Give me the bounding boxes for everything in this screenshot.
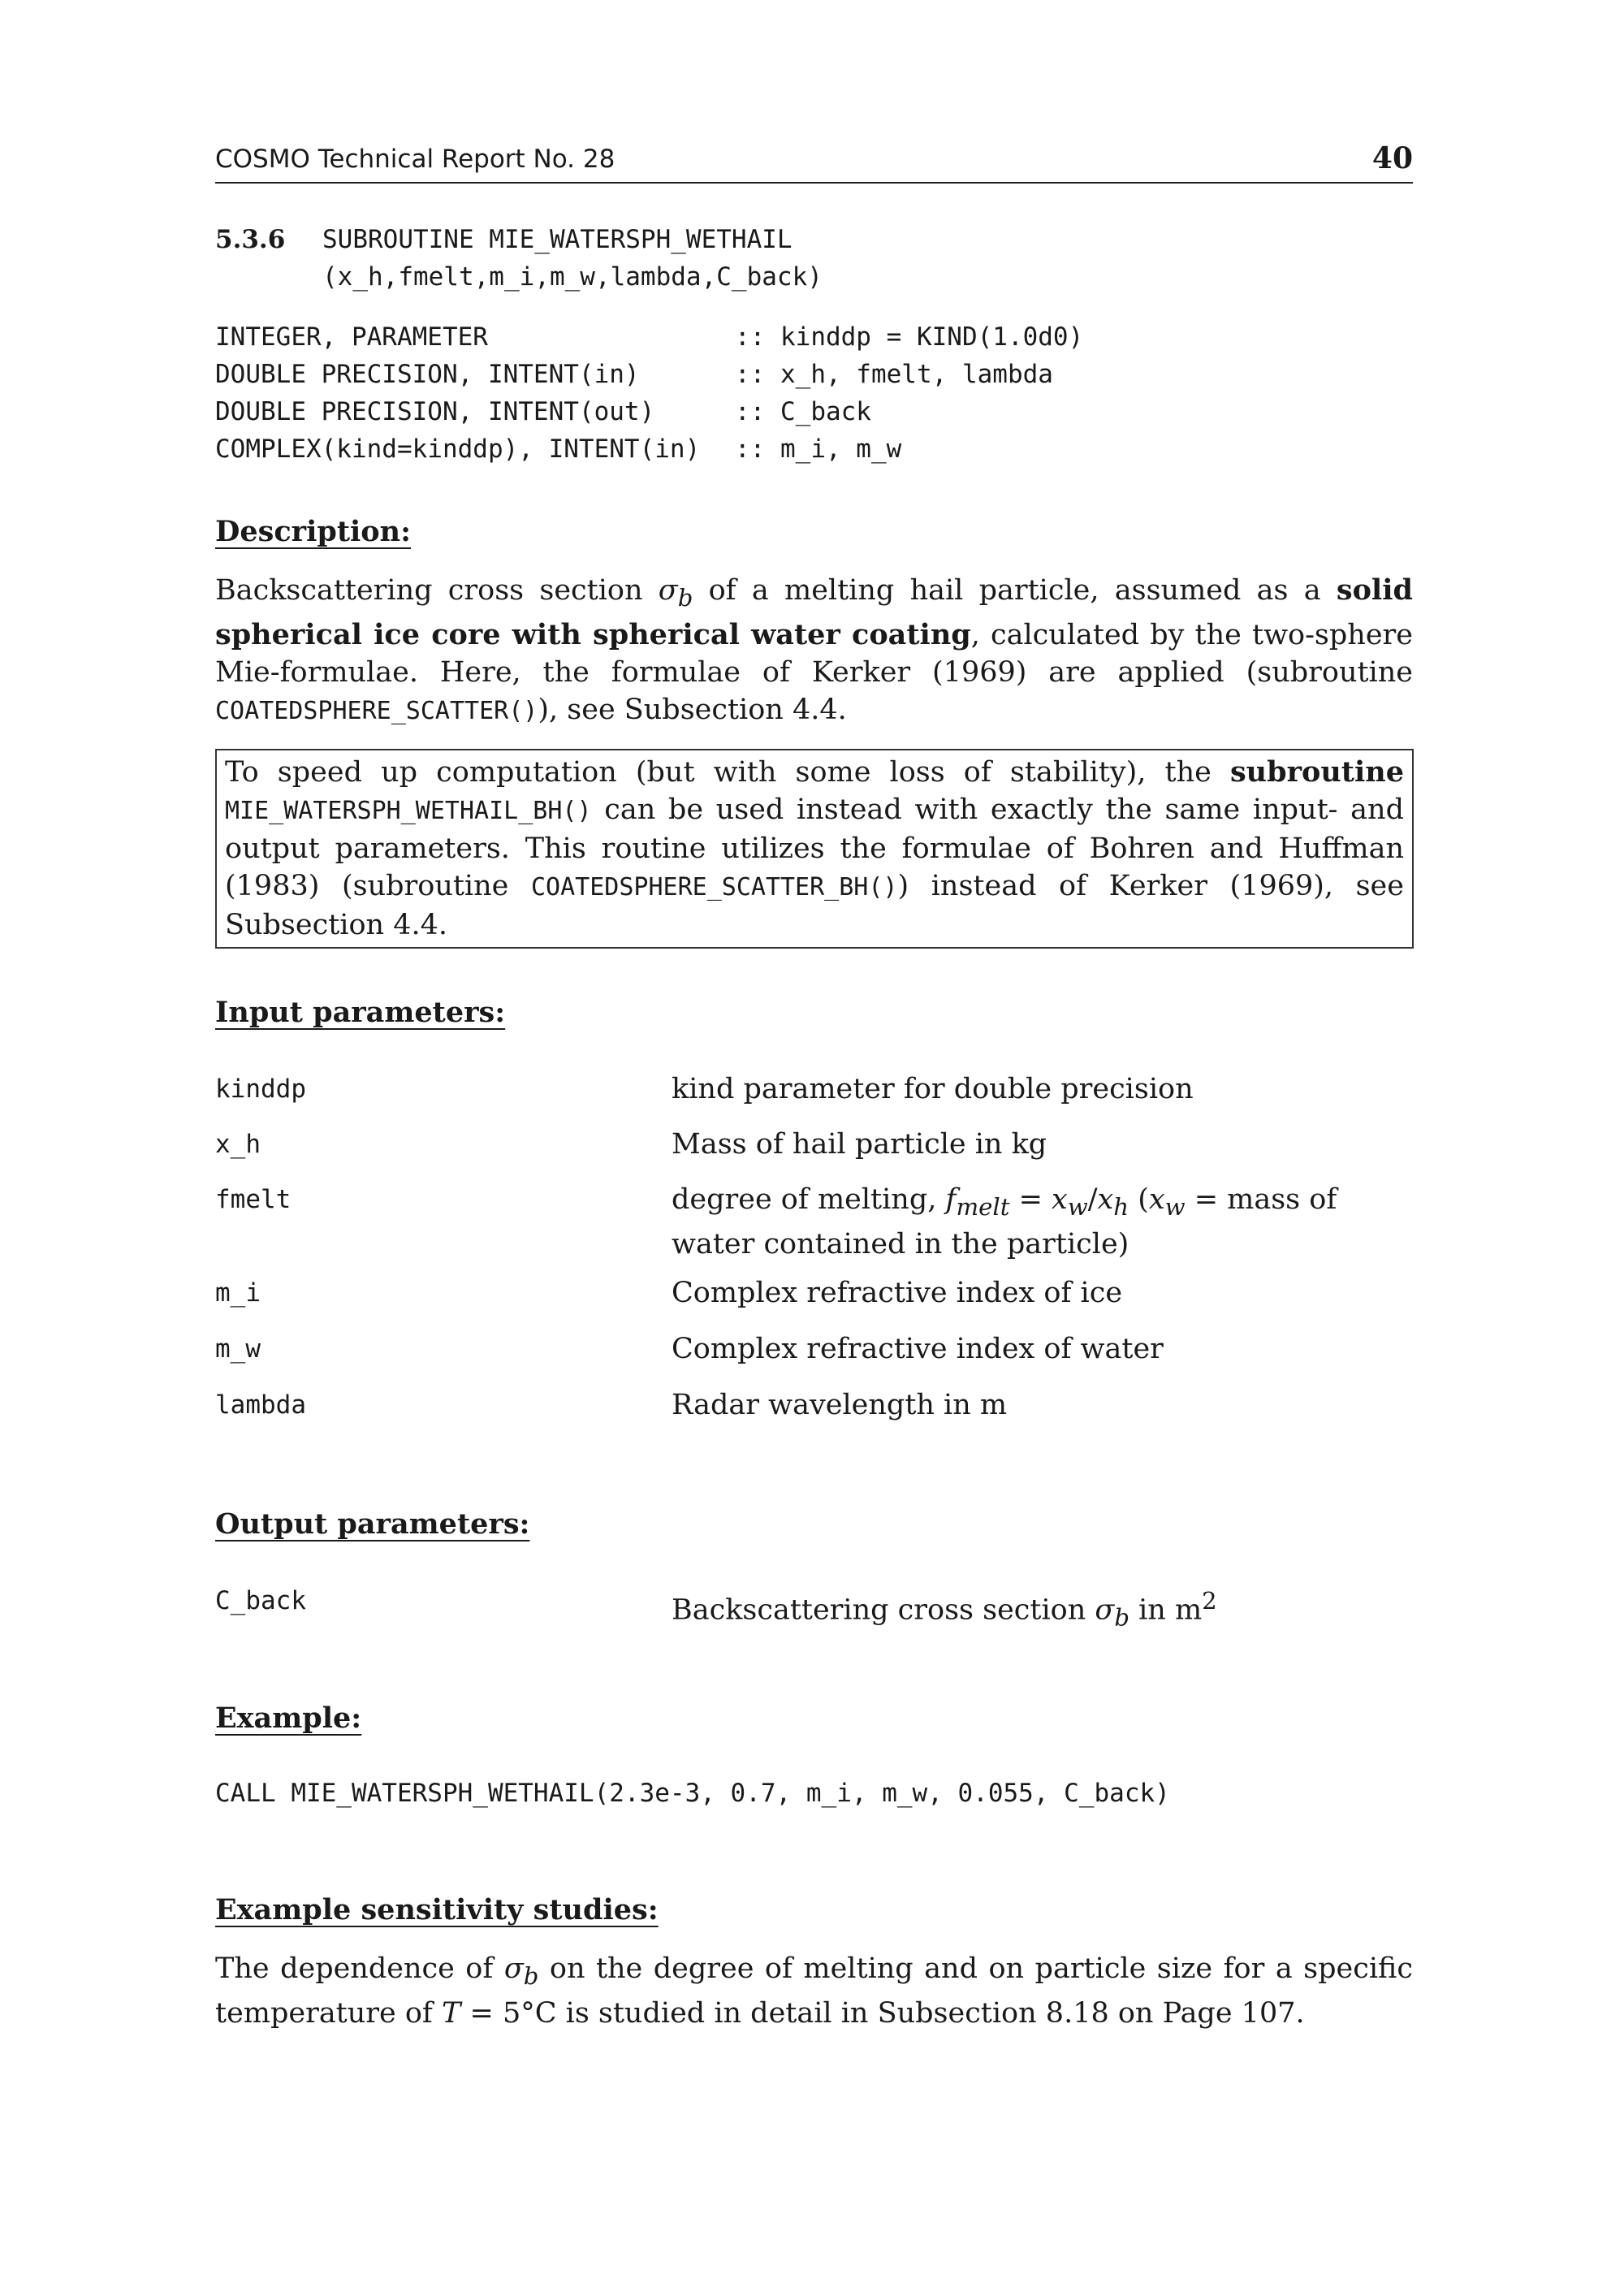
math-symbol: x	[1148, 1183, 1165, 1216]
output-parameters-heading: Output parameters:	[215, 1507, 530, 1541]
note-code: MIE_WATERSPH_WETHAIL_BH()	[225, 797, 592, 825]
parameter-name: lambda	[215, 1390, 306, 1420]
declaration-type: COMPLEX(kind=kinddp), INTENT(in)	[215, 435, 701, 464]
description-text: ), see Subsection 4.4.	[538, 694, 847, 726]
parameter-description: Complex refractive index of water	[672, 1333, 1164, 1365]
page-header	[215, 140, 1413, 184]
example-heading: Example:	[215, 1701, 362, 1735]
sensitivity-text: on the degree of melting and on particle size for a specific temperature of	[215, 1952, 1413, 2030]
note-code: COATEDSPHERE_SCATTER_BH()	[530, 873, 898, 902]
declaration-row	[215, 393, 1083, 430]
math-operator: =	[1009, 1183, 1052, 1216]
description-code: COATEDSPHERE_SCATTER()	[215, 697, 538, 725]
parameter-name: kinddp	[215, 1074, 306, 1104]
example-code: CALL MIE_WATERSPH_WETHAIL(2.3e-3, 0.7, m_i, m_w, 0.055, C_back)	[215, 1779, 1170, 1808]
math-operator: /	[1087, 1183, 1098, 1216]
description-text: , calculated by the two-sphere Mie-formulae. Here, the formulae of Kerker (1969) are applied (subroutine	[215, 619, 1413, 689]
parameter-description	[672, 1181, 1413, 1263]
description-text: of a melting hail particle, assumed as a	[693, 574, 1337, 607]
math-operator: =	[1185, 1183, 1228, 1216]
declaration-type: INTEGER, PARAMETER	[215, 322, 488, 352]
parameter-description: Radar wavelength in m	[672, 1389, 1008, 1421]
math-symbol: x	[1052, 1183, 1068, 1216]
declaration-vars: :: m_i, m_w	[735, 435, 902, 464]
description-text: Backscattering cross section	[215, 574, 659, 607]
desc-text: degree of melting,	[672, 1183, 946, 1216]
description-paragraph	[215, 572, 1413, 730]
superscript: 2	[1202, 1587, 1217, 1615]
sensitivity-paragraph	[215, 1950, 1413, 2032]
math-symbol: f	[945, 1183, 957, 1216]
sigma-subscript: b	[677, 584, 693, 612]
section-title	[215, 221, 823, 296]
declaration-vars: :: kinddp = KIND(1.0d0)	[735, 322, 1084, 352]
parameter-name: C_back	[215, 1586, 306, 1615]
math-subscript: w	[1164, 1193, 1186, 1221]
desc-text: in m	[1129, 1593, 1203, 1627]
parameter-description: Complex refractive index of ice	[672, 1277, 1123, 1309]
note-text: can be used instead with exactly the same input- and output parameters. This routine utilizes the formulae of Bohren and Huffman (1983) (subroutine	[225, 793, 1404, 902]
parameter-name: fmelt	[215, 1185, 292, 1214]
input-parameters-heading: Input parameters:	[215, 996, 506, 1029]
parameter-name: x_h	[215, 1130, 261, 1159]
desc-text: Backscattering cross section	[672, 1593, 1095, 1627]
sensitivity-text: The dependence of	[215, 1952, 504, 1985]
sensitivity-text: = 5°C is studied in detail in Subsection 8.18 on Page 107.	[460, 1997, 1305, 2030]
note-box	[215, 749, 1414, 949]
note-text: To speed up computation (but with some loss of stability), the	[225, 756, 1230, 789]
desc-text: (	[1129, 1183, 1149, 1216]
declarations-block	[215, 318, 1083, 468]
declaration-vars: :: C_back	[735, 397, 871, 426]
parameter-name: m_i	[215, 1278, 261, 1308]
note-text: ) instead of Kerker (1969), see Subsection 4.4.	[225, 870, 1404, 941]
sigma-symbol: σ	[1095, 1593, 1115, 1627]
desc-text: mass of water contained in the particle)	[672, 1183, 1337, 1260]
declaration-type: DOUBLE PRECISION, INTENT(in)	[215, 360, 640, 389]
section-number: 5.3.6	[215, 225, 286, 254]
note-bold-text: subroutine	[1229, 755, 1404, 789]
math-symbol: x	[1097, 1183, 1114, 1216]
parameter-name: m_w	[215, 1334, 261, 1364]
temperature-symbol: T	[442, 1997, 461, 2030]
declaration-row	[215, 430, 1083, 468]
section-title-line2: (x_h,fmelt,m_i,m_w,lambda,C_back)	[322, 262, 823, 292]
sigma-symbol: σ	[658, 574, 678, 607]
sigma-subscript: b	[523, 1962, 539, 1990]
description-bold-text: solid spherical ice core with spherical water coating	[215, 573, 1413, 651]
declaration-type: DOUBLE PRECISION, INTENT(out)	[215, 397, 655, 426]
declaration-vars: :: x_h, fmelt, lambda	[735, 360, 1053, 389]
report-title: COSMO Technical Report No. 28	[215, 145, 615, 174]
math-subscript: h	[1113, 1193, 1129, 1221]
declaration-row	[215, 318, 1083, 356]
parameter-description: Mass of hail particle in kg	[672, 1128, 1047, 1161]
sigma-symbol: σ	[503, 1952, 524, 1985]
page-number: 40	[1371, 141, 1413, 175]
parameter-description	[672, 1582, 1413, 1637]
description-heading: Description:	[215, 515, 412, 548]
math-subscript: melt	[956, 1193, 1010, 1221]
parameter-description: kind parameter for double precision	[672, 1073, 1194, 1105]
declaration-row	[215, 356, 1083, 393]
section-title-line1: SUBROUTINE MIE_WATERSPH_WETHAIL	[322, 225, 793, 254]
sigma-subscript: b	[1114, 1603, 1129, 1632]
sensitivity-heading: Example sensitivity studies:	[215, 1893, 659, 1926]
math-subscript: w	[1067, 1193, 1088, 1221]
